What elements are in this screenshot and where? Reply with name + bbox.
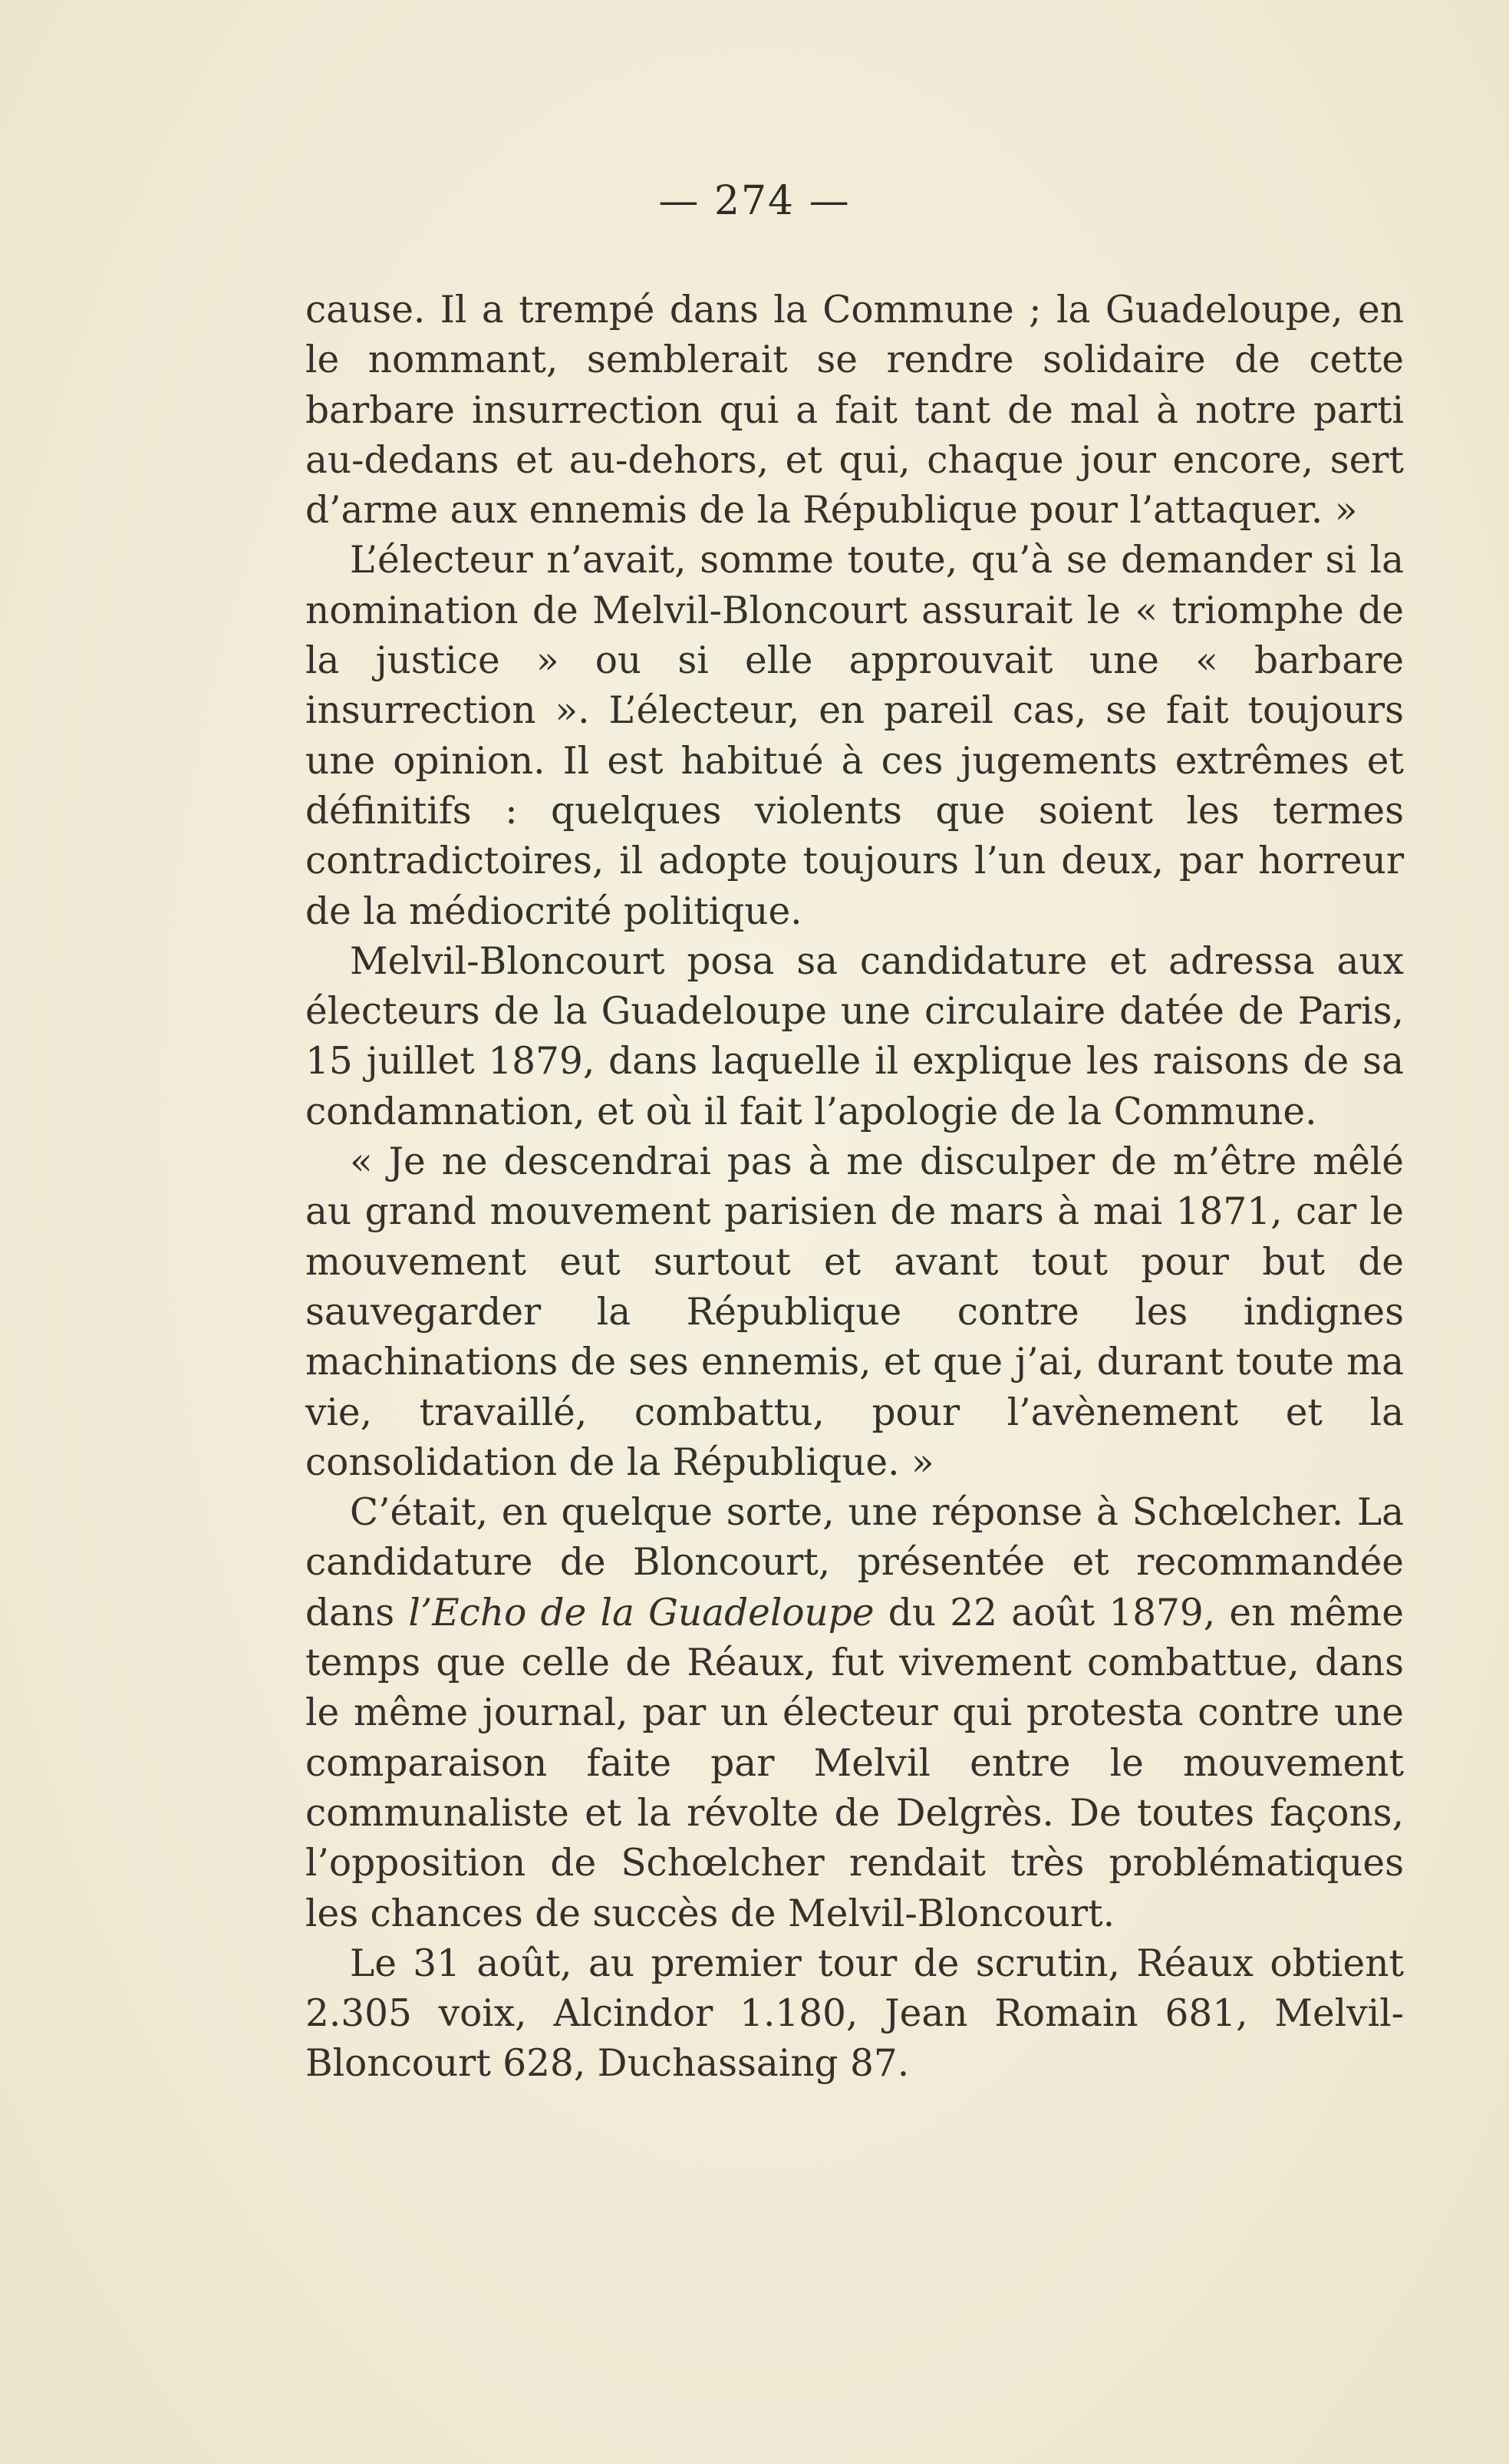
- paragraph-results: Le 31 août, au premier tour de scrutin, Réaux obtient 2.305 voix, Alcindor 1.180, Jean Romain 681, Melvil-Bloncourt 628, Duchassaing 87.: [305, 1941, 1404, 2086]
- paragraph-continuation: cause. Il a trempé dans la Commune ; la Guadeloupe, en le nommant, semblerait se rendre solidaire de cette barbare insurrection qui a fait tant de mal à notre parti au-dedans et au-dehors, et qui, chaque jour encore, sert d’arme aux ennemis de la République pour l’attaquer. »: [305, 289, 1404, 533]
- newspaper-title: l’Echo de la Guadeloupe: [408, 1591, 875, 1634]
- paragraph-quote: « Je ne descendrai pas à me disculper de m’être mêlé au grand mouvement parisien de mars à mai 1871, car le mouvement eut surtout et avant tout pour but de sauvegarder la République contre les indignes machinations de ses ennemis, et que j’ai, durant toute ma vie, travaillé, combattu, pour l’avènement et la consolidation de la République. »: [305, 1140, 1404, 1484]
- page-number: — 274 —: [658, 178, 851, 224]
- paragraph-elector: L’électeur n’avait, somme toute, qu’à se demander si la nomination de Melvil-Bloncourt assurait le « triomphe de la justice » ou si elle approuvait une « barbare insurrection ». L’électeur, en pareil cas, se fait toujours une opinion. Il est habitué à ces jugements extrêmes et définitifs : quelques violents que soient les termes contradictoires, il adopte toujours l’un deux, par horreur de la médiocrité politique.: [305, 539, 1404, 933]
- paragraph-response: [305, 1488, 1404, 1939]
- paragraph-candidature: Melvil-Bloncourt posa sa candidature et adressa aux électeurs de la Guadeloupe une circulaire datée de Paris, 15 juillet 1879, dans laquelle il explique les raisons de sa condamnation, et où il fait l’apologie de la Commune.: [305, 939, 1404, 1133]
- paragraph-response-start: C’était, en quelque sorte, une réponse à Schœlcher. La candidature de Bloncourt, présentée et recommandée dans: [305, 1491, 1404, 1634]
- body-text: [305, 285, 1404, 2090]
- paragraph-response-end: du 22 août 1879, en même temps que celle de Réaux, fut vivement combattue, dans le même journal, par un électeur qui protesta contre une comparaison faite par Melvil entre le mouvement communaliste et la révolte de Delgrès. De toutes façons, l’opposition de Schœlcher rendait très problématiques les chances de succès de Melvil-Bloncourt.: [305, 1591, 1404, 1935]
